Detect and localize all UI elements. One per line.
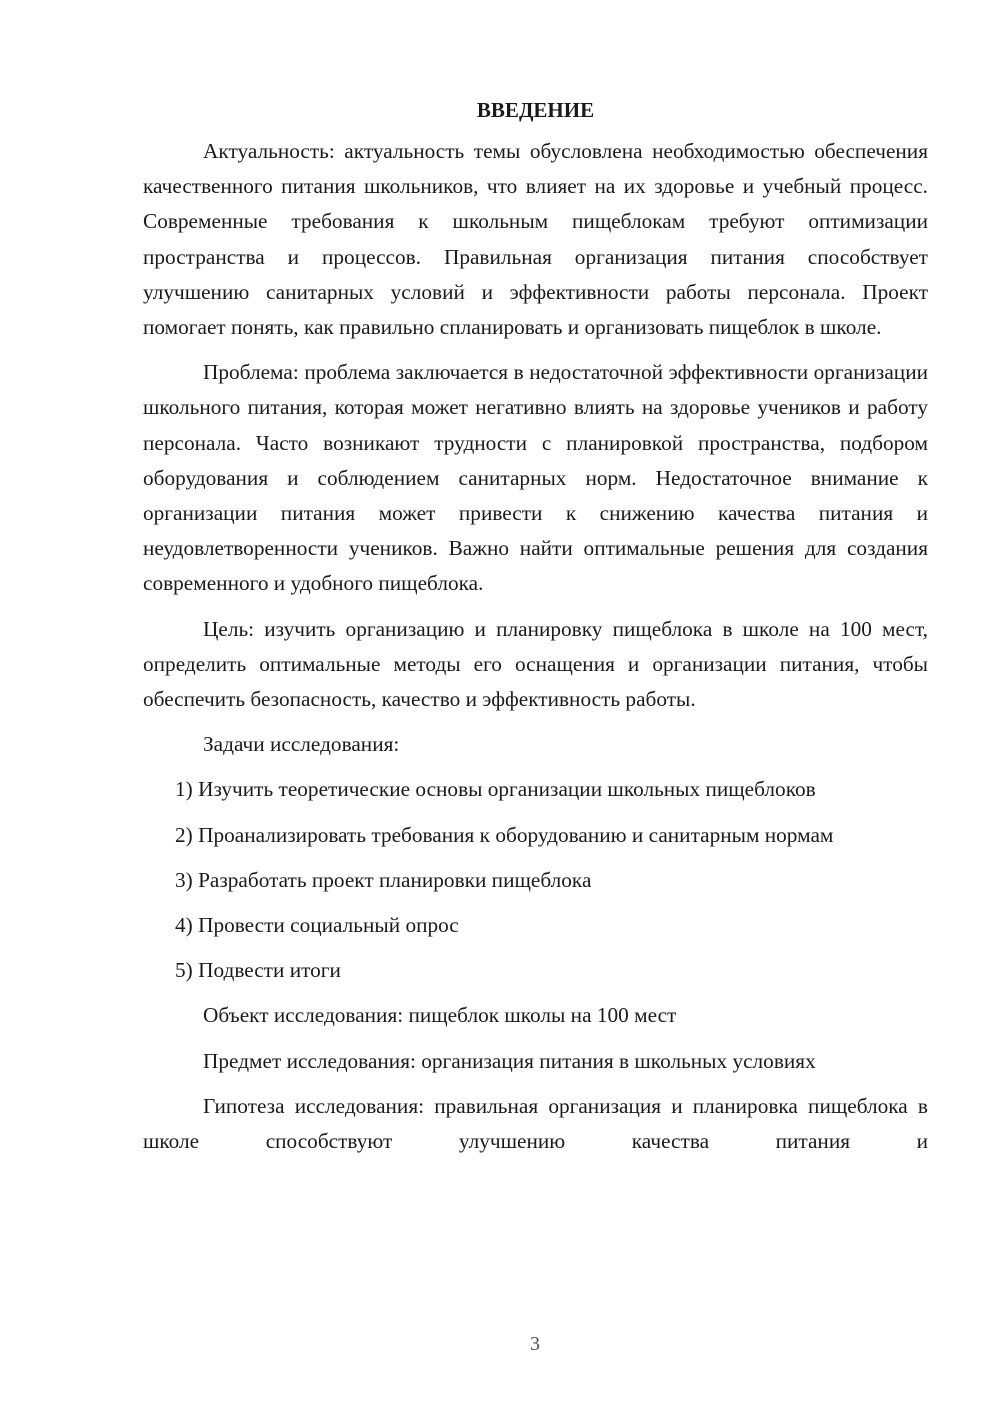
page-number: 3	[530, 1333, 540, 1355]
task-item-3: 3) Разработать проект планировки пищеблока	[175, 867, 592, 892]
paragraph-relevance: Актуальность: актуальность темы обусловлена необходимостью обеспечения качественного питания школьников, что влияет на их здоровье и учебный процесс. Современные требования к школьным пищеблокам требуют оптимизации пространства и процессов. Правильная организация питания способствует улучшению санитарных условий и эффективности работы персонала. Проект помогает понять, как правильно спланировать и организовать пищеблок в школе.	[143, 139, 928, 340]
paragraph-tasks-heading: Задачи исследования:	[203, 732, 400, 757]
paragraph-subject: Предмет исследования: организация питания в школьных условиях	[203, 1048, 816, 1073]
task-item-1: 1) Изучить теоретические основы организации школьных пищеблоков	[175, 777, 816, 802]
task-item-2: 2) Проанализировать требования к оборудованию и санитарным нормам	[175, 822, 834, 847]
paragraph-problem: Проблема: проблема заключается в недостаточной эффективности организации школьного питания, которая может негативно влиять на здоровье учеников и работу персонала. Часто возникают трудности с планировкой пространства, подбором оборудования и соблюдением санитарных норм. Недостаточное внимание к организации питания может привести к снижению качества питания и неудовлетворенности учеников. Важно найти оптимальные решения для создания современного и удобного пищеблока.	[143, 360, 928, 596]
paragraph-object: Объект исследования: пищеблок школы на 100 мест	[203, 1003, 677, 1028]
task-item-4: 4) Провести социальный опрос	[175, 913, 459, 938]
paragraph-hypothesis: Гипотеза исследования: правильная организация и планировка пищеблока в школе способствуют улучшению качества питания и	[143, 1093, 928, 1154]
page-content	[143, 96, 928, 1169]
task-item-5: 5) Подвести итоги	[175, 958, 341, 983]
section-title: ВВЕДЕНИЕ	[476, 98, 595, 122]
paragraph-goal: Цель: изучить организацию и планировку пищеблока в школе на 100 мест, определить оптимальные методы его оснащения и организации питания, чтобы обеспечить безопасность, качество и эффективность работы.	[143, 616, 928, 712]
